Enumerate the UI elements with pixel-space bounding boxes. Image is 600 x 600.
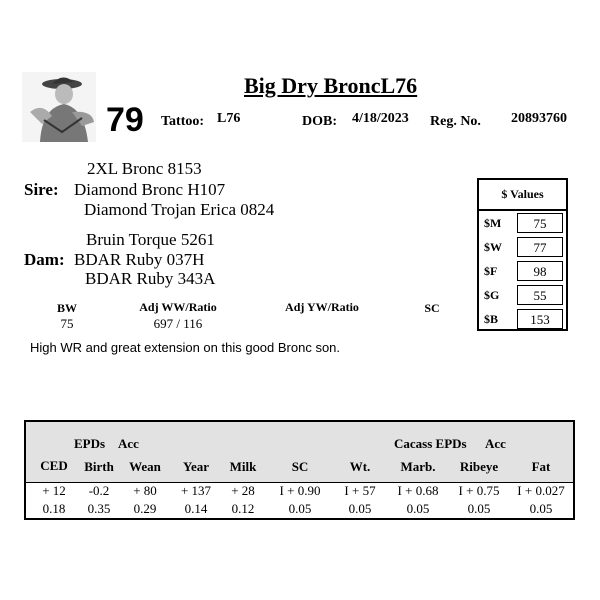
cowboy-logo-image (22, 72, 96, 142)
epd-acc-label: Acc (118, 436, 139, 451)
dollar-value-row (479, 307, 566, 331)
dob-label: DOB: (302, 114, 337, 129)
epd-accuracy: 0.05 (348, 501, 372, 516)
dam-sire: Bruin Torque 5261 (86, 230, 215, 249)
epd-value: I + 0.75 (458, 483, 500, 498)
epd-value: + 137 (180, 483, 212, 498)
epd-column-header: Milk (229, 459, 257, 474)
dollar-values-title: $ Values (479, 180, 566, 211)
dollar-value-label: $M (484, 216, 502, 230)
lot-number: 79 (106, 101, 144, 139)
epd-column (513, 459, 569, 517)
epd-column (117, 459, 173, 517)
epd-accuracy: 0.05 (467, 501, 491, 516)
epd-column-header: Marb. (400, 459, 436, 474)
epd-group-label: EPDs (74, 436, 106, 451)
epd-value: I + 57 (344, 483, 376, 498)
tattoo-label: Tattoo: (161, 114, 205, 129)
perf-header-sc: SC (424, 301, 440, 315)
epd-column (390, 459, 446, 517)
tattoo-value: L76 (217, 111, 241, 126)
sire-dam: Diamond Trojan Erica 0824 (84, 200, 275, 219)
dollar-values-box (477, 178, 568, 331)
sire-name: Diamond Bronc H107 (74, 180, 226, 199)
epd-accuracy: 0.29 (133, 501, 157, 516)
dollar-value-label: $F (484, 264, 498, 278)
dollar-value-row (479, 211, 566, 235)
dollar-value: 153 (517, 309, 563, 329)
epd-column-header: Birth (84, 459, 114, 474)
carcass-epd-group-label: Cacass EPDs (394, 436, 467, 451)
epd-column-header: CED (40, 458, 68, 473)
perf-value-bw: 75 (60, 316, 74, 331)
epd-value: I + 0.90 (279, 483, 321, 498)
epd-column-header: Ribeye (459, 459, 499, 474)
carcass-acc-label: Acc (485, 436, 506, 451)
dollar-value-label: $B (484, 312, 499, 326)
epd-column (215, 459, 271, 517)
reg-value: 20893760 (511, 111, 567, 126)
epd-value: + 12 (42, 483, 66, 498)
dollar-value: 98 (517, 261, 563, 281)
perf-header-bw: BW (56, 301, 77, 315)
dollar-value-row (479, 283, 566, 307)
dollar-value-row (479, 259, 566, 283)
perf-value-adjww: 697 / 116 (153, 316, 203, 331)
epd-value: + 80 (133, 483, 157, 498)
epd-column-header: Wt. (349, 459, 371, 474)
epd-column (272, 459, 328, 517)
animal-name-title: Big Dry BroncL76 (244, 73, 418, 98)
epd-accuracy: 0.14 (184, 501, 208, 516)
perf-header-adjww: Adj WW/Ratio (139, 300, 217, 314)
epd-value: + 28 (231, 483, 255, 498)
epd-column-header: SC (291, 459, 309, 474)
epd-accuracy: 0.05 (288, 501, 312, 516)
sire-label: Sire: (24, 180, 59, 199)
epd-accuracy: 0.12 (231, 501, 255, 516)
epd-column (451, 459, 507, 517)
dollar-value-label: $G (484, 288, 500, 302)
dollar-value: 77 (517, 237, 563, 257)
epd-column-header: Year (183, 459, 209, 474)
dollar-value: 55 (517, 285, 563, 305)
sire-sire: 2XL Bronc 8153 (87, 159, 202, 178)
dam-label: Dam: (24, 250, 65, 269)
dam-name: BDAR Ruby 037H (74, 250, 205, 269)
dollar-value: 75 (517, 213, 563, 233)
epd-column-header: Wean (129, 459, 161, 474)
epd-column (332, 459, 388, 517)
reg-label: Reg. No. (430, 114, 481, 129)
epd-accuracy: 0.05 (529, 501, 553, 516)
epd-accuracy: 0.35 (87, 501, 111, 516)
dob-value: 4/18/2023 (352, 111, 409, 126)
comment-note: High WR and great extension on this good Bronc son. (30, 340, 341, 355)
epd-value: I + 0.027 (517, 483, 565, 498)
perf-header-adjyw: Adj YW/Ratio (285, 300, 359, 314)
dollar-value-row (479, 235, 566, 259)
dam-dam: BDAR Ruby 343A (85, 269, 216, 288)
dollar-value-label: $W (484, 240, 502, 254)
epd-column-header: Fat (531, 459, 551, 474)
epd-value: -0.2 (88, 483, 110, 498)
epd-value: I + 0.68 (397, 483, 439, 498)
epd-accuracy: 0.05 (406, 501, 430, 516)
epd-table (24, 420, 575, 520)
epd-accuracy: 0.18 (42, 501, 66, 516)
